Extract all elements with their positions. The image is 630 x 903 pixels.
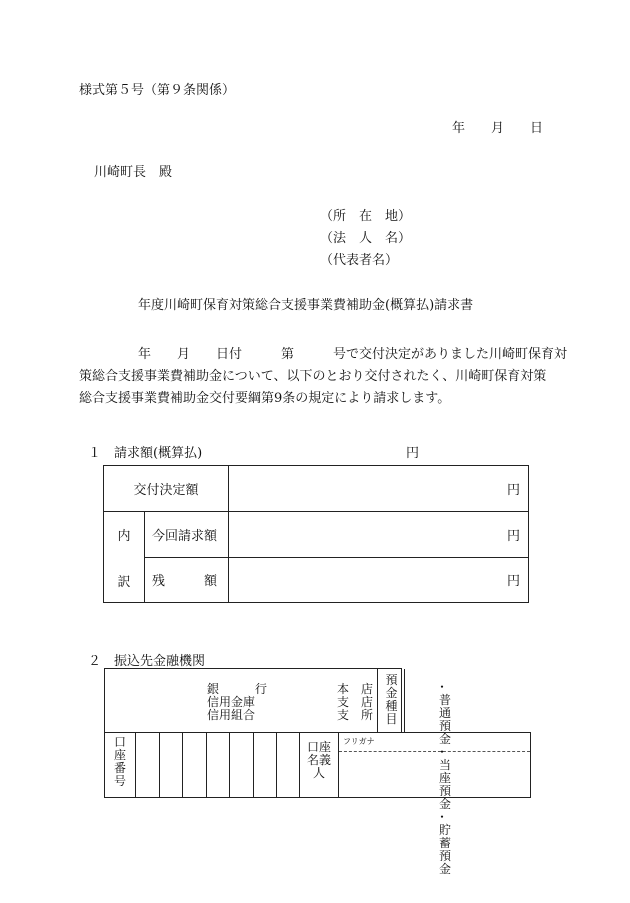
decided-amount-label: 交付決定額 (104, 466, 229, 512)
document-title: 年度川崎町保育対策総合支援事業費補助金(概算払)請求書 (138, 298, 474, 313)
bank-table (104, 668, 531, 876)
body-line-2: 策総合支援事業費補助金について、以下のとおり交付されたく、川崎町保育対策 (79, 369, 547, 384)
remaining-label: 残 額 (145, 557, 229, 603)
address-label: （所 在 地） (320, 209, 412, 224)
account-label-char-1: 口 (113, 735, 126, 749)
breakdown-char-2: 訳 (117, 575, 131, 590)
deposit-label-char-1: 預 (385, 673, 398, 687)
decided-amount-yen: 円 (229, 466, 529, 512)
breakdown-char-1: 内 (117, 529, 131, 544)
breakdown-label (104, 512, 145, 603)
deposit-type-options: ･普通預金 ･当座預金 ･貯蓄預金 (404, 669, 405, 732)
account-label-char-4: 号 (113, 774, 126, 788)
account-digit-5[interactable] (230, 733, 254, 798)
date-line: 年 月 日 (452, 121, 544, 136)
account-digit-7[interactable] (277, 733, 300, 798)
account-digit-3[interactable] (183, 733, 207, 798)
account-digit-1[interactable] (136, 733, 160, 798)
branch-type-1: 本 店 (337, 682, 374, 696)
deposit-label-char-4: 目 (385, 712, 398, 726)
section1-yen: 円 (406, 446, 420, 461)
current-claim-label: 今回請求額 (145, 512, 229, 558)
holder-label-line-1: 口座 (306, 740, 331, 754)
account-holder-label (300, 733, 339, 798)
section1-heading: １ 請求額(概算払) (88, 446, 203, 461)
holder-label-line-3: 人 (312, 766, 325, 780)
addressee: 川崎町長 殿 (94, 165, 173, 180)
furigana-label: フリガナ (343, 737, 375, 746)
branch-type-2: 支 店 (337, 695, 374, 709)
form-number: 様式第５号（第９条関係） (79, 83, 236, 98)
corporation-label: （法 人 名） (320, 231, 412, 246)
holder-label-line-2: 名義 (306, 753, 331, 767)
branch-type-3: 支 所 (337, 708, 374, 722)
deposit-label-char-3: 種 (385, 699, 398, 713)
account-label-char-3: 番 (113, 761, 126, 775)
account-digit-6[interactable] (254, 733, 277, 798)
body-line-1: 年 月 日付 第 号で交付決定がありました川崎町保育対 (138, 347, 568, 362)
bank-type-1: 銀 行 (207, 682, 268, 696)
deposit-label-char-2: 金 (385, 686, 398, 700)
account-digit-2[interactable] (160, 733, 183, 798)
account-number-label (105, 733, 136, 798)
claim-table (103, 465, 529, 603)
remaining-yen: 円 (229, 557, 529, 603)
account-label-char-2: 座 (113, 748, 126, 762)
bank-type-2: 信用金庫 (207, 695, 256, 709)
deposit-type-label (377, 669, 405, 732)
representative-label: （代表者名） (320, 253, 399, 268)
body-line-3: 総合支援事業費補助金交付要綱第9条の規定により請求します。 (79, 391, 451, 406)
section2-heading: ２ 振込先金融機関 (88, 654, 206, 669)
account-digit-4[interactable] (207, 733, 230, 798)
current-claim-yen: 円 (229, 512, 529, 558)
bank-type-3: 信用組合 (207, 708, 256, 722)
